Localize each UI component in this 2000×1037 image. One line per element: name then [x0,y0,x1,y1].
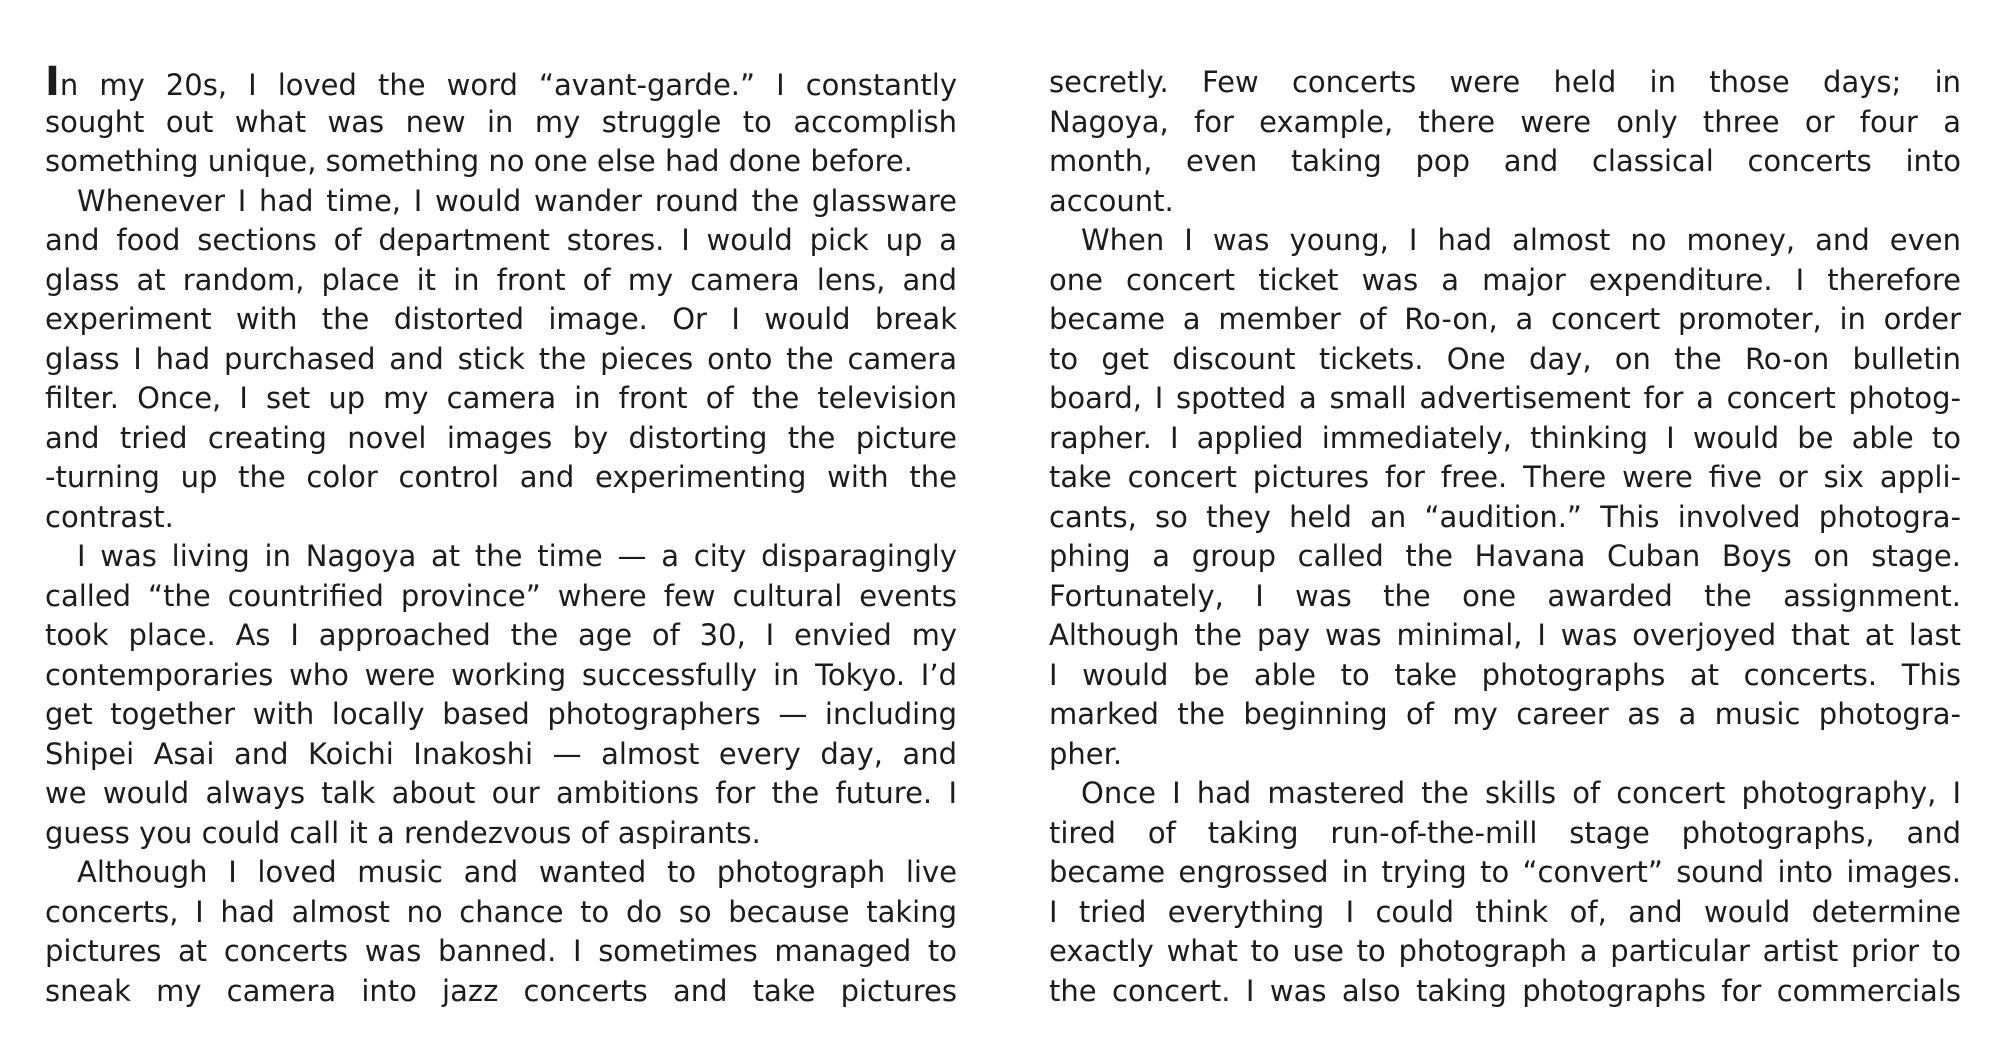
text-line-content: took place. As I approached the age of 30, I envied my [45,618,957,652]
text-line [1049,220,1961,260]
text-line [1049,813,1961,853]
text-line [45,457,957,497]
text-line [45,220,957,260]
text-line-content: take concert pictures for free. There were five or six appli- [1049,460,1961,494]
text-line-content: n my 20s, I loved the word “avant-garde.” I constantly [59,68,957,102]
text-line-content: month, even taking pop and classical concerts into [1049,144,1961,178]
text-line-content: sought out what was new in my struggle to accomplish [45,104,957,139]
text-line-content: one concert ticket was a major expenditure. I therefore [1049,262,1961,297]
text-line [45,339,957,379]
text-line [1049,260,1961,300]
text-line [1049,497,1961,537]
text-line-content: something unique, something no one else had done before. [45,144,913,178]
text-line-content: and tried creating novel images by distorting the picture [45,420,957,455]
text-line [45,181,957,221]
text-line-content: I would be able to take photographs at concerts. This [1049,657,1961,692]
text-line-content: concerts, I had almost no chance to do so because taking [45,894,957,929]
text-line-content: board, I spotted a small advertisement for a concert photog- [1049,381,1961,415]
text-line-content: Fortunately, I was the one awarded the assignment. [1049,578,1961,613]
text-line [1049,734,1961,774]
text-line-content: to get discount tickets. One day, on the Ro-on bulletin [1049,341,1961,376]
text-line [1049,576,1961,616]
text-line-content: contrast. [45,499,174,534]
text-line [45,734,957,774]
text-line-content: get together with locally based photographers — including [45,697,957,731]
text-line-content: Although the pay was minimal, I was overjoyed that at last [1049,618,1961,652]
text-line [45,102,957,142]
text-line [45,536,957,576]
text-line [45,576,957,616]
text-line-content: Although I loved music and wanted to photograph live [77,855,957,889]
text-line [1049,536,1961,576]
text-line-content: glass I had purchased and stick the pieces onto the camera [45,341,957,376]
text-line-content: pictures at concerts was banned. I sometimes managed to [45,934,957,968]
text-line-content: we would always talk about our ambitions for the future. I [45,776,957,810]
text-line-content: -turning up the color control and experimenting with the [45,460,957,494]
text-line-content: the concert. I was also taking photographs for commercials [1049,973,1961,1008]
text-line [1049,418,1961,458]
text-line [1049,102,1961,142]
text-line-content: phing a group called the Havana Cuban Boys on stage. [1049,539,1961,573]
text-line-content: became a member of Ro-on, a concert promoter, in order [1049,302,1961,336]
text-line [1049,181,1961,221]
text-line-content: Once I had mastered the skills of concert photography, I [1081,776,1961,810]
text-line [45,931,957,971]
text-line-content: guess you could call it a rendezvous of aspirants. [45,815,761,850]
text-line-content: marked the beginning of my career as a music photogra- [1049,697,1961,731]
text-line-content: Whenever I had time, I would wander round the glassware [77,183,957,218]
text-line [45,497,957,537]
text-line [45,852,957,892]
text-line-content: Nagoya, for example, there were only three or four a [1049,104,1961,139]
text-line-content: I was living in Nagoya at the time — a city disparagingly [77,539,957,573]
text-line [45,813,957,853]
drop-cap: I [45,59,60,105]
text-line-content: called “the countrified province” where few cultural events [45,578,957,613]
text-line-content: exactly what to use to photograph a particular artist prior to [1049,934,1961,968]
text-line [45,299,957,339]
text-line-content: When I was young, I had almost no money, and even [1081,223,1961,257]
text-line-content: experiment with the distorted image. Or I would break [45,302,957,336]
text-line [1049,141,1961,181]
text-line [45,655,957,695]
text-line-content: account. [1049,183,1174,218]
text-line [1049,457,1961,497]
text-line-content: sneak my camera into jazz concerts and take pictures [45,973,957,1008]
text-line [1049,615,1961,655]
text-line [45,971,957,1011]
text-line [1049,694,1961,734]
text-line-content: filter. Once, I set up my camera in front of the television [45,381,957,415]
text-line [45,418,957,458]
text-line [1049,971,1961,1011]
text-line [45,892,957,932]
text-line [1049,655,1961,695]
text-line-content: became engrossed in trying to “convert” sound into images. [1049,855,1961,889]
text-line-content: secretly. Few concerts were held in those days; in [1049,65,1961,99]
text-line [45,694,957,734]
text-line [1049,852,1961,892]
text-line [1049,931,1961,971]
text-line [45,59,957,105]
text-line-content: Shipei Asai and Koichi Inakoshi — almost every day, and [45,736,957,771]
text-line-content: contemporaries who were working successfully in Tokyo. I’d [45,657,957,692]
text-line [45,260,957,300]
text-line-content: glass at random, place it in front of my camera lens, and [45,262,957,297]
text-line-content: pher. [1049,736,1123,771]
text-line-content: rapher. I applied immediately, thinking I would be able to [1049,420,1961,455]
text-line [45,141,957,181]
text-line-content: and food sections of department stores. I would pick up a [45,223,957,257]
text-line [1049,339,1961,379]
text-line [1049,62,1961,102]
text-line [1049,773,1961,813]
text-line [1049,892,1961,932]
text-line [45,773,957,813]
text-line [45,378,957,418]
text-line [45,615,957,655]
text-line-content: tired of taking run-of-the-mill stage photographs, and [1049,815,1961,850]
text-line [1049,378,1961,418]
text-line-content: cants, so they held an “audition.” This involved photogra- [1049,499,1961,534]
text-line-content: I tried everything I could think of, and would determine [1049,894,1961,929]
text-line [1049,299,1961,339]
